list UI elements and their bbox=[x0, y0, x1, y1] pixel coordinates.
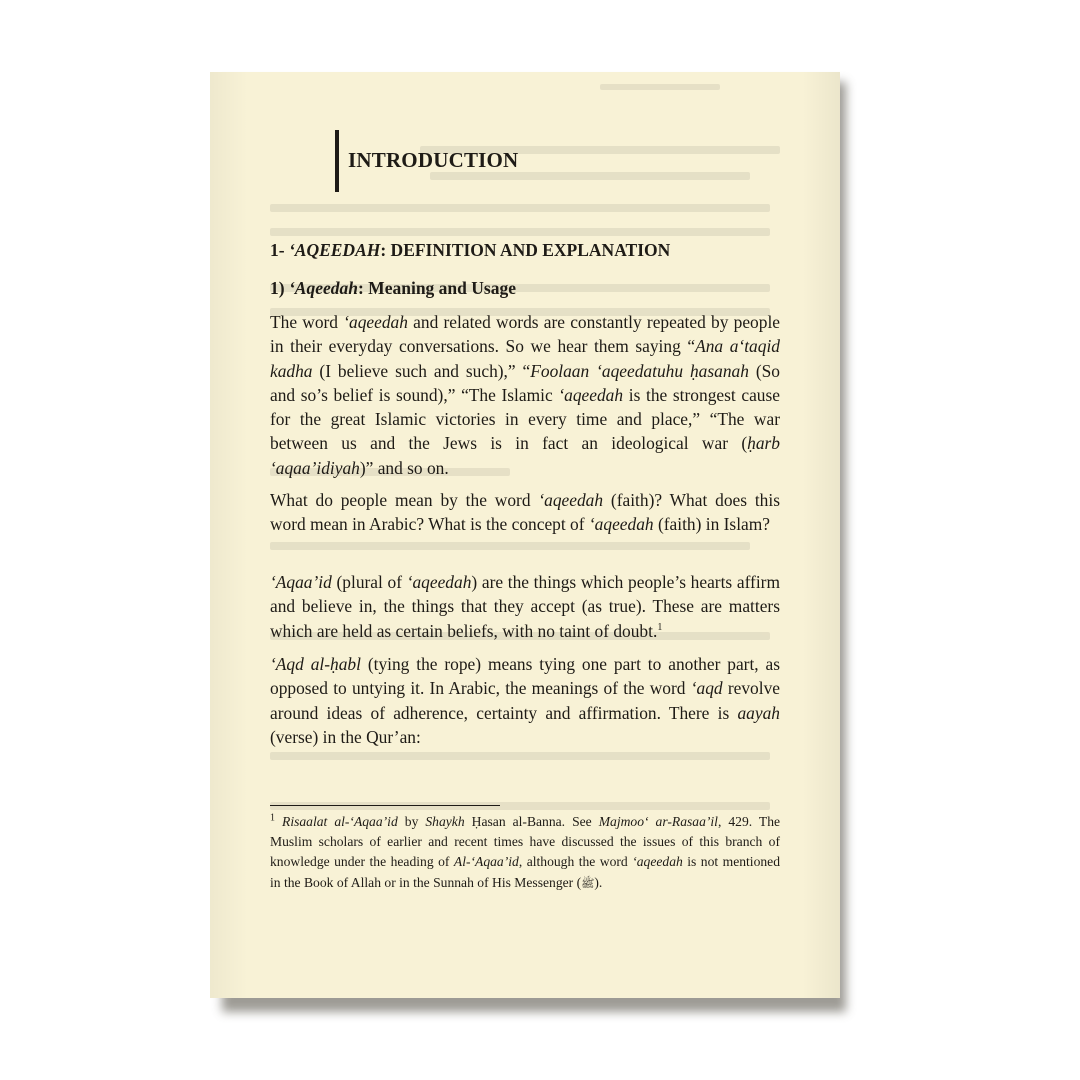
subsection-heading bbox=[270, 278, 780, 299]
subsection-title-rest: : Meaning and Usage bbox=[357, 278, 516, 298]
subsection-term: ‘Aqeedah bbox=[288, 278, 358, 298]
section-title-rest: : DEFINITION AND EXPLANATION bbox=[380, 240, 671, 260]
footnote-reference[interactable]: 1 bbox=[657, 621, 663, 633]
salawat-seal-icon: ﷺ bbox=[581, 876, 595, 890]
footnote-number: 1 bbox=[270, 812, 275, 824]
paragraph-usage: The word ‘aqeedah and related words are constantly repeated by people in their everyday conversations. So we hear them saying “Ana a‘taqid kadha (I believe such and such),” “Foolaan ‘aqeedatuhu ḥasanah (So and so’s belief is sound),” “The Islamic ‘aqeedah is the strongest cause for the great Islamic victories in every time and place,” “The war between us and the Jews is in fact an ideological war (ḥarb ‘aqaa’idiyah)” and so on. bbox=[270, 312, 780, 478]
paragraph-question: What do people mean by the word ‘aqeedah (faith)? What does this word mean in Arabic? What is the concept of ‘aqeedah (faith) in Islam? bbox=[270, 490, 780, 535]
footnote-separator bbox=[270, 805, 500, 806]
subsection-number: 1) bbox=[270, 278, 289, 298]
section-term: ‘AQEEDAH bbox=[288, 240, 381, 260]
paragraph-aqd: ‘Aqd al-ḥabl (tying the rope) means tying one part to another part, as opposed to untying it. In Arabic, the meanings of the word ‘aqd revolve around ideas of adherence, certainty and affirmation. There is aayah (verse) in the Qur’an: bbox=[270, 654, 781, 747]
footnote: $^1$ Risaalat al-‘Aqaa’id by Shaykh Ḥasan al-Banna. See Majmoo‘ ar-Rasaa’il, 429. The Muslim scholars of earlier and recent times have discussed the issues of this branch of knowledge under the heading of Al-‘Aqaa’id, although the word ‘aqeedah is not mentioned in the Book of Allah or in the Sunnah of His Messenger (ﷺ). bbox=[270, 812, 781, 890]
section-heading bbox=[270, 240, 780, 261]
section-number: 1- bbox=[270, 240, 289, 260]
heading-rule bbox=[335, 130, 339, 192]
paragraph-definition: ‘Aqaa’id (plural of ‘aqeedah) are the things which people’s hearts affirm and believe in, the things that they accept (as true). These are matters which are held as certain beliefs, with no taint of doubt.$^1$ bbox=[270, 572, 780, 641]
page-heading: INTRODUCTION bbox=[348, 148, 519, 172]
book-page bbox=[210, 72, 840, 998]
